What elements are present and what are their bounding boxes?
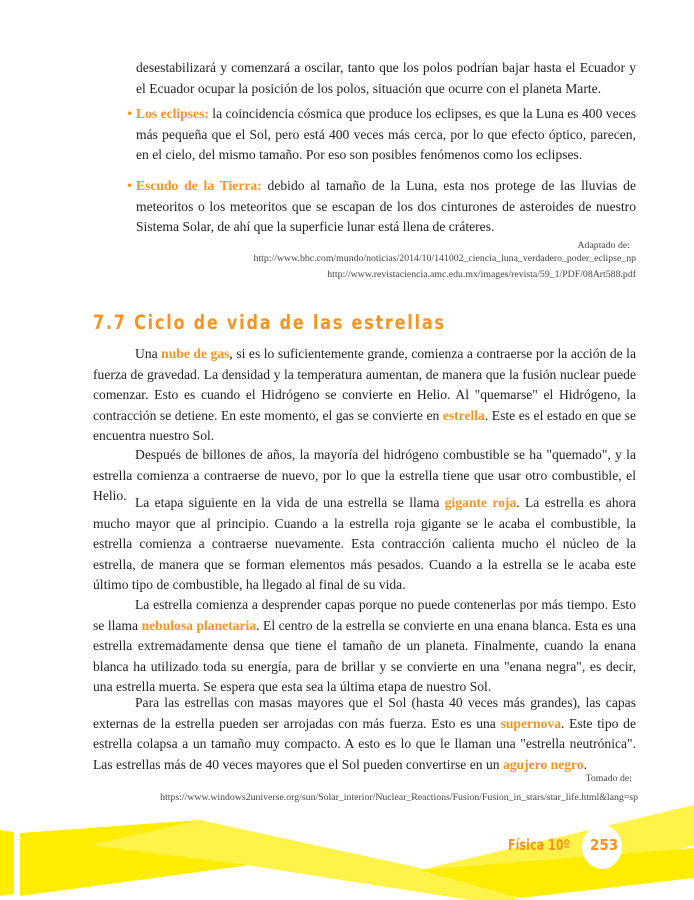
course-label: Física 10º [508,836,570,854]
source-url[interactable]: https://www.windows2universe.org/sun/Solar_interior/Nuclear_Reactions/Fusion/Fusion_in_stars/star_life.html&lang=sp [160,792,638,803]
paragraph-text: Para las estrellas con masas mayores que el Sol (hasta 40 veces más grandes), las capas externas de la estrella pueden ser arrojadas con más fuerza. Esto es una [93,695,636,731]
highlight-term: nube de gas [161,346,230,361]
highlight-term: nebulosa planetaria [141,617,257,633]
paragraph [93,493,636,596]
page-number: 253 [590,836,619,854]
bullet-item-escudo [126,176,637,238]
paragraph-text: . La estrella es ahora mucho mayor que al principio. Cuando a la estrella roja gigante se le acaba el combustible, la estrella comienza a contraerse nuevamente. Esta contracción calienta mucho el núcleo de la estrella, de manera que se forman elementos más pesados. Cuando a la estrella se le acaba este último tipo de combustible, ha llegado al final de su vida. [93,495,636,592]
highlight-term: agujero negro [502,756,584,772]
paragraph-text: La etapa siguiente en la vida de una estrella se llama [135,495,445,510]
bullet-icon: • [126,107,134,121]
paragraph [93,344,636,447]
bullet-text: debido al tamaño de la Luna, esta nos protege de las lluvias de meteoritos o los meteoritos que se escapan de los dos cinturones de asteroides de nuestro Sistema Solar, de ahí que la superficie lunar está llena de cráteres. [136,178,637,234]
intro-paragraph [136,58,636,99]
bullet-term: Escudo de la Tierra: [136,178,262,193]
highlight-term: gigante roja [444,495,517,510]
bullet-item-eclipses [126,104,636,166]
highlight-term: supernova [500,715,562,731]
paragraph-text: . Este es el estado en que se encuentra nuestro Sol. [93,407,636,443]
paragraph-text: . El centro de la estrella se convierte en una enana blanca. Esta es una estrella extremadamente densa que tiene el tamaño de un planeta. Finalmente, cuando la enana blanca ha utilizado toda su energía, para de brillar y se convierte en una "enana negra", es decir, una estrella muerta. Se espera que esta sea la última etapa de nuestro Sol. [93,617,636,694]
paragraph-text: . Este tipo de estrella colapsa a un tamaño muy compacto. A esto es lo que le llaman una "estrella neutrónica". Las estrellas más de 40 veces mayores que el Sol pueden convertirse en un [93,715,636,772]
paragraph [93,595,636,698]
source-url[interactable]: http://www.bbc.com/mundo/noticias/2014/10/141002_ciencia_luna_verdadero_poder_eclipse_np [253,253,636,264]
paragraph-text: , si es lo suficientemente grande, comienza a contraerse por la acción de la fuerza de gravedad. La densidad y la temperatura aumentan, de manera que la fusión nuclear puede comenzar. Esto es cuando el Hidrógeno se convierte en Helio. Al "quemarse" el Hidrógeno, la contracción se detiene. En este momento, el gas se convierte en [93,346,636,423]
bullet-term: Los eclipses: [136,106,209,121]
paragraph-text: La estrella comienza a desprender capas porque no puede contenerlas por más tiempo. Esto se llama [93,597,636,633]
paragraph-text: Una [135,346,162,361]
source-url[interactable]: http://www.revistaciencia.amc.edu.mx/images/revista/59_1/PDF/08Art588.pdf [327,269,636,280]
footer-band-left-edge [0,830,14,896]
paragraph-text: Después de billones de años, la mayoría del hidrógeno combustible se ha "quemado", y la estrella comienza a contraerse de nuevo, por lo que la estrella tiene que usar otro combustible, el Helio. [93,447,636,503]
source-label: Adaptado de: [577,240,630,251]
intro-text: desestabilizará y comenzará a oscilar, tanto que los polos podrían bajar hasta el Ecuador y el Ecuador ocupar la posición de los polos, situación que ocurre con el planeta Marte. [136,60,636,96]
bullet-icon: • [126,179,134,193]
section-heading: 7.7 Ciclo de vida de las estrellas [93,311,446,334]
paragraph-text: . [583,756,588,772]
source-label: Tomado de: [585,773,632,784]
bullet-text: la coincidencia cósmica que produce los eclipses, es que la Luna es 400 veces más pequeña que el Sol, pero está 400 veces más cerca, por lo que efecto óptico, parecen, en el cielo, del mismo tamaño. Por eso son posibles fenómenos como los eclipses. [136,106,636,162]
paragraph [93,693,636,775]
highlight-term: estrella [442,407,485,423]
